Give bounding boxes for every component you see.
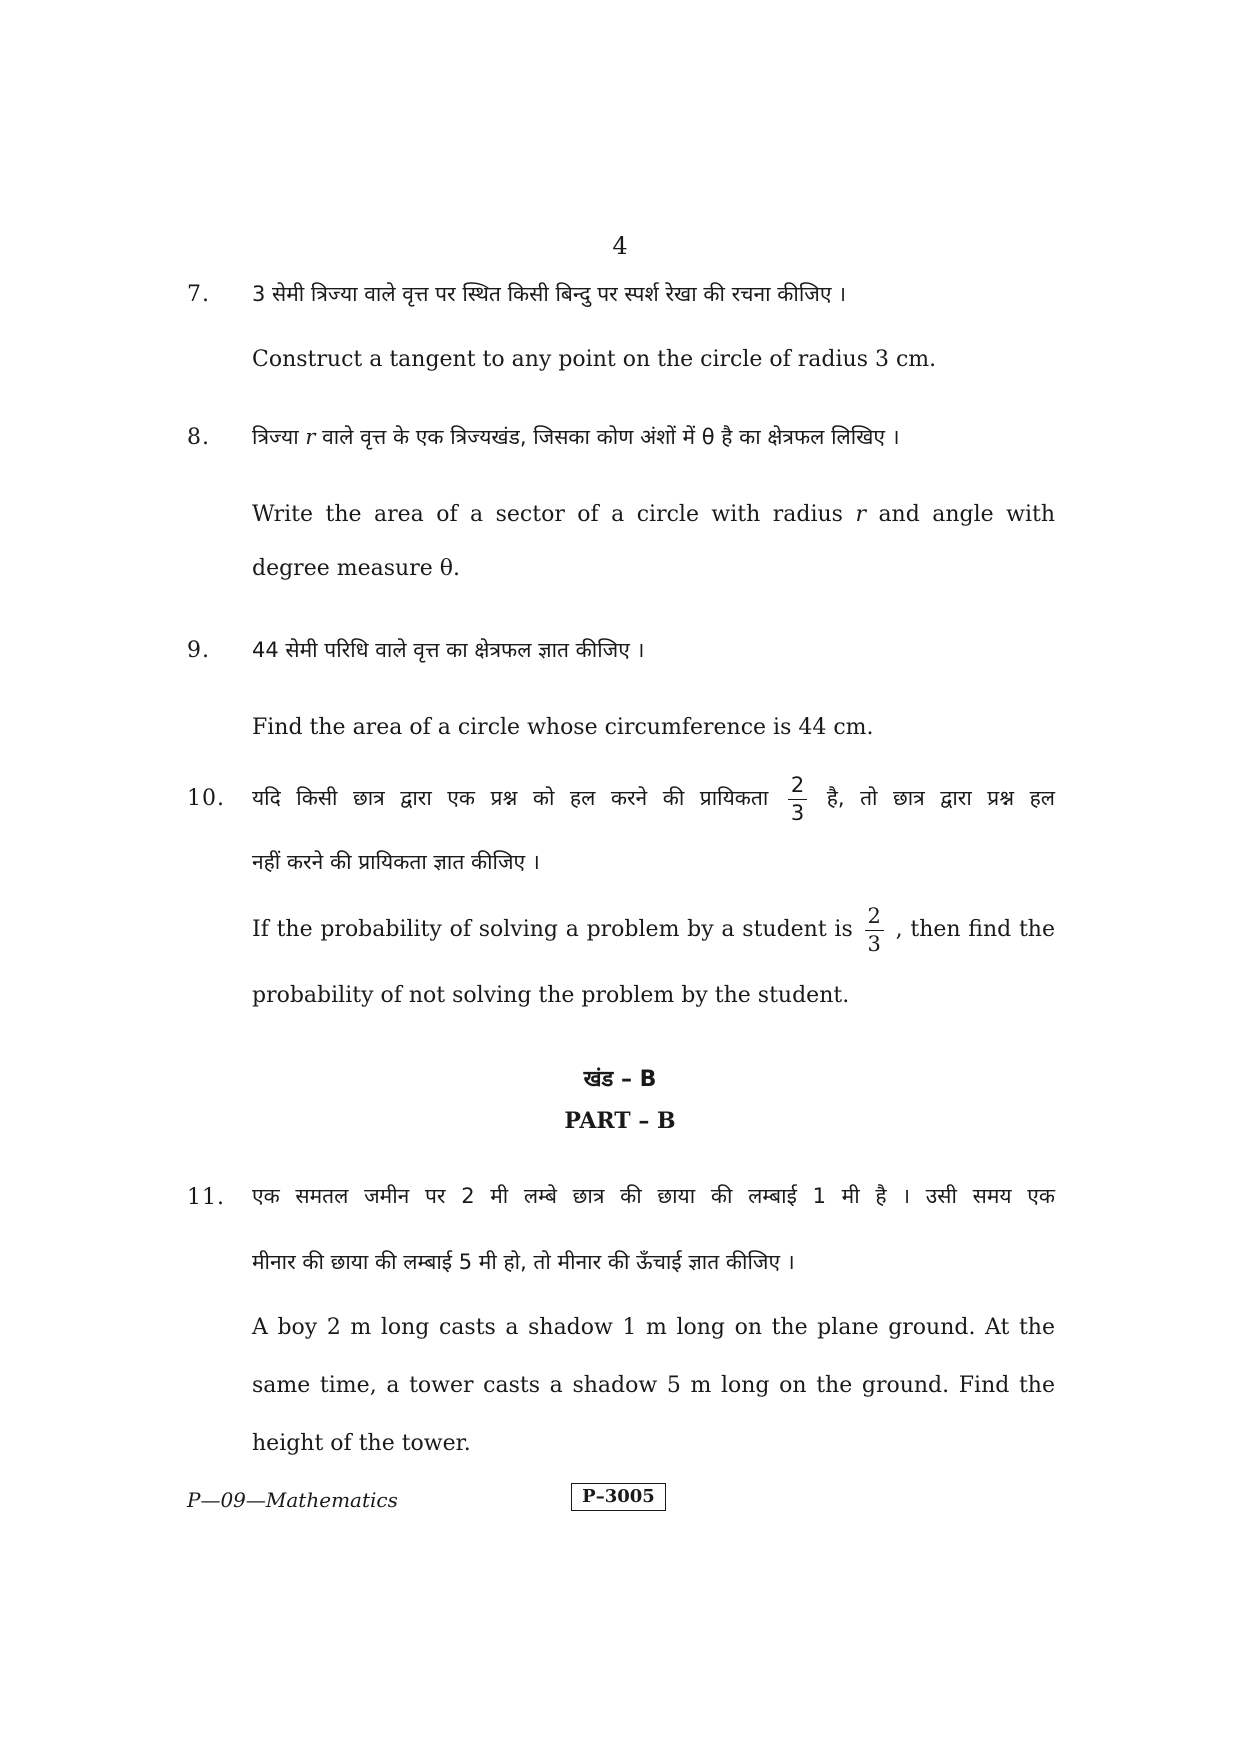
question-7-english: Construct a tangent to any point on the circle of radius 3 cm. <box>252 347 937 372</box>
question-11-number: 11. <box>187 1185 225 1210</box>
fraction-numerator: 2 <box>788 775 807 800</box>
question-10-hindi-text-b: है, तो छात्र द्वारा प्रश्न हल <box>826 786 1055 810</box>
footer-subject: P—09—Mathematics <box>187 1488 398 1512</box>
question-10-hindi-fraction <box>788 772 807 825</box>
question-8-english-variable: r <box>855 502 866 527</box>
question-9-number: 9. <box>187 638 210 663</box>
section-heading-hindi: खंड – B <box>583 1067 657 1092</box>
question-8-hindi-text-a: त्रिज्या <box>252 425 299 449</box>
question-8-english-line-1 <box>252 502 1055 527</box>
question-10-english-text-a: If the probability of solving a problem by a student is <box>252 917 853 942</box>
question-11-hindi-line-2: मीनार की छाया की लम्बाई 5 मी हो, तो मीनार की ऊँचाई ज्ञात कीजिए । <box>252 1250 795 1274</box>
question-9-english: Find the area of a circle whose circumference is 44 cm. <box>252 715 874 740</box>
fraction-denominator: 3 <box>867 931 881 956</box>
question-7-number: 7. <box>187 282 210 307</box>
question-10-hindi-line-1 <box>252 768 1055 828</box>
question-8-hindi-text-b: वाले वृत्त के एक त्रिज्यखंड, जिसका कोण अंशों में θ है का क्षेत्रफल लिखिए । <box>322 425 900 449</box>
fraction-denominator: 3 <box>790 800 805 825</box>
question-9-hindi: 44 सेमी परिधि वाले वृत्त का क्षेत्रफल ज्ञात कीजिए । <box>252 638 645 662</box>
question-10-english-line-2: probability of not solving the problem by the student. <box>252 983 850 1008</box>
question-10-number: 10. <box>187 786 225 811</box>
page-number: 4 <box>612 232 628 260</box>
question-10-english-line-1 <box>252 900 1055 960</box>
question-10-english-fraction <box>865 903 884 956</box>
fraction-numerator: 2 <box>865 906 884 931</box>
question-8-number: 8. <box>187 425 210 450</box>
question-8-english-text-a: Write the area of a sector of a circle with radius <box>252 502 843 527</box>
question-8-hindi <box>252 423 900 451</box>
question-11-english-line-1: A boy 2 m long casts a shadow 1 m long on the plane ground. At the <box>252 1315 1055 1340</box>
question-11-english-line-2: same time, a tower casts a shadow 5 m long on the ground. Find the <box>252 1373 1055 1398</box>
footer-paper-code: P–3005 <box>571 1483 666 1511</box>
question-8-hindi-variable: r <box>305 425 316 449</box>
question-10-hindi-text-a: यदि किसी छात्र द्वारा एक प्रश्न को हल करने की प्रायिकता <box>252 786 769 810</box>
question-10-english-text-b: , then find the <box>895 917 1055 942</box>
question-8-english-text-b: and angle with <box>878 502 1056 527</box>
question-7-hindi: 3 सेमी त्रिज्या वाले वृत्त पर स्थित किसी बिन्दु पर स्पर्श रेखा की रचना कीजिए । <box>252 282 847 306</box>
question-11-hindi-line-1: एक समतल जमीन पर 2 मी लम्बे छात्र की छाया की लम्बाई 1 मी है । उसी समय एक <box>252 1184 1055 1208</box>
question-8-english-line-2: degree measure θ. <box>252 556 460 581</box>
question-11-english-line-3: height of the tower. <box>252 1431 471 1456</box>
section-heading-english: PART – B <box>564 1108 676 1134</box>
question-10-hindi-line-2: नहीं करने की प्रायिकता ज्ञात कीजिए । <box>252 850 540 874</box>
